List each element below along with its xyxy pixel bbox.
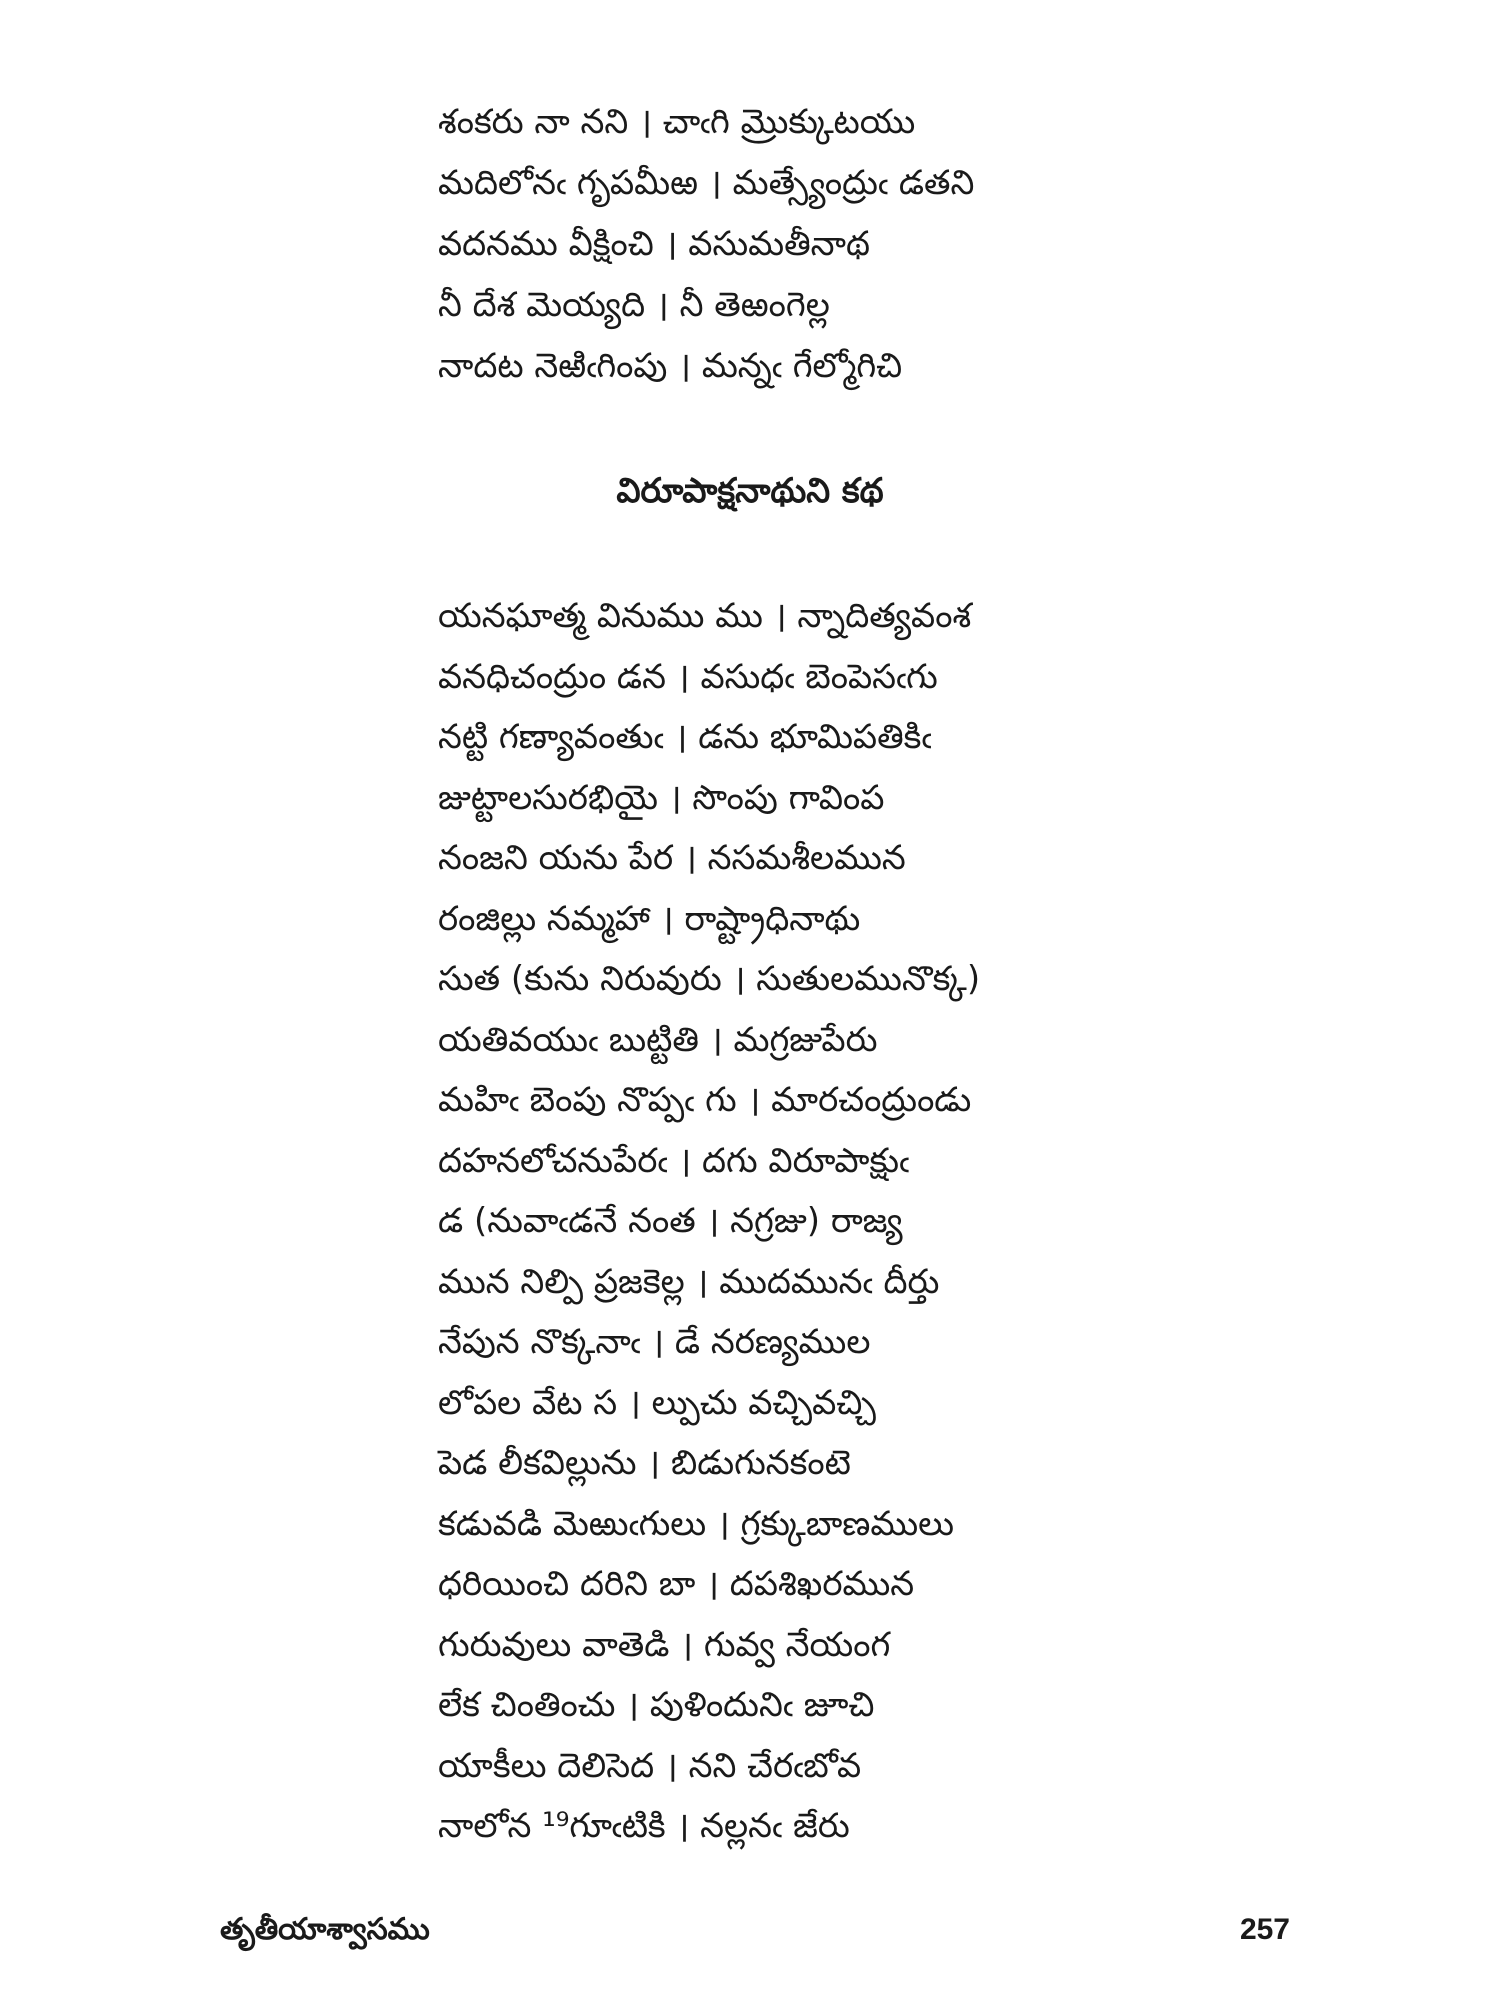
verse-line: నంజని యను పేర । నసమశీలమున (438, 838, 906, 878)
verse-line: వనధిచంద్రుం డన । వసుధఁ బెంపెసఁగు (438, 656, 938, 697)
page-number: 257 (1239, 1913, 1290, 1946)
verse-line: నీ దేశ మెయ్యది । నీ తెఱంగెల్ల (438, 285, 830, 325)
section-heading (0, 466, 1500, 516)
verse-line: సుత (కును నిరువురు । సుతులమునొక్క) (438, 959, 981, 999)
section-heading-text: విరూపాక్షనాథుని కథ (616, 471, 884, 511)
verse-line: జుట్టాలసురభియై । సొంపు గావింప (438, 777, 885, 818)
verse-line: రంజిల్లు నమ్మహా । రాష్ట్రాధినాథు (438, 898, 861, 939)
verse-line: శంకరు నా నని । చాఁగి మ్రొక్కుటయు (438, 102, 916, 142)
verse-line: ధరియించి దరిని బా । దపశిఖరమున (438, 1564, 915, 1604)
verse-line: కడువడి మెఱుఁగులు । గ్రక్కుబాణములు (438, 1503, 954, 1544)
verse-line: యతివయుఁ బుట్టితి । మగ్రజుపేరు (438, 1019, 878, 1060)
verse-stanza-main (438, 586, 1138, 1857)
verse-line: లోపల వేట స । ల్పుచు వచ్చివచ్చి (438, 1382, 876, 1423)
verse-line: లేక చింతించు । పుళిందునిఁ జూచి (438, 1685, 875, 1725)
verse-line: నట్టి గణ్యావంతుఁ । డను భూమిపతికిఁ (438, 717, 932, 757)
verse-line: యాకీలు దెలిసెద । నని చేరఁబోవ (438, 1745, 862, 1786)
verse-line: యనఘాత్మ వినుము ము । న్నాదిత్యవంశ (438, 596, 972, 636)
verse-line: డ (నువాఁడనే నంత । నగ్రజు) రాజ్య (438, 1201, 903, 1241)
verse-line: నాలోన ¹⁹గూఁటికి । నల్లనఁ జేరు (438, 1806, 850, 1846)
verse-line: నాదట నెఱిఁగింపు । మన్నఁ గేల్మోగిచి (438, 346, 903, 386)
running-footer-section-name: తృతీయాశ్వాసము (220, 1912, 430, 1947)
verse-line: మదిలోనఁ గృపమీఱ । మత్స్యేంద్రుఁ డతని (438, 163, 975, 203)
verse-line: మున నిల్పి ప్రజకెల్ల । ముదమునఁ దీర్తు (438, 1261, 940, 1302)
verse-line: దహనలోచనుపేరఁ । దగు విరూపాక్షుఁ (438, 1140, 910, 1181)
verse-line: పెడ లీకవిల్లును । బిడుగునకంటె (438, 1443, 851, 1483)
verse-line: గురువులు వాతెడి । గువ్వ నేయంగ (438, 1624, 891, 1665)
verse-line: మహిఁ బెంపు నొప్పఁ గు । మారచంద్రుండు (438, 1080, 972, 1120)
verse-line: నేపున నొక్కనాఁ । డే నరణ్యముల (438, 1322, 871, 1362)
verse-line: వదనము వీక్షించి । వసుమతీనాథ (438, 224, 870, 264)
verse-stanza-top (438, 92, 1138, 397)
